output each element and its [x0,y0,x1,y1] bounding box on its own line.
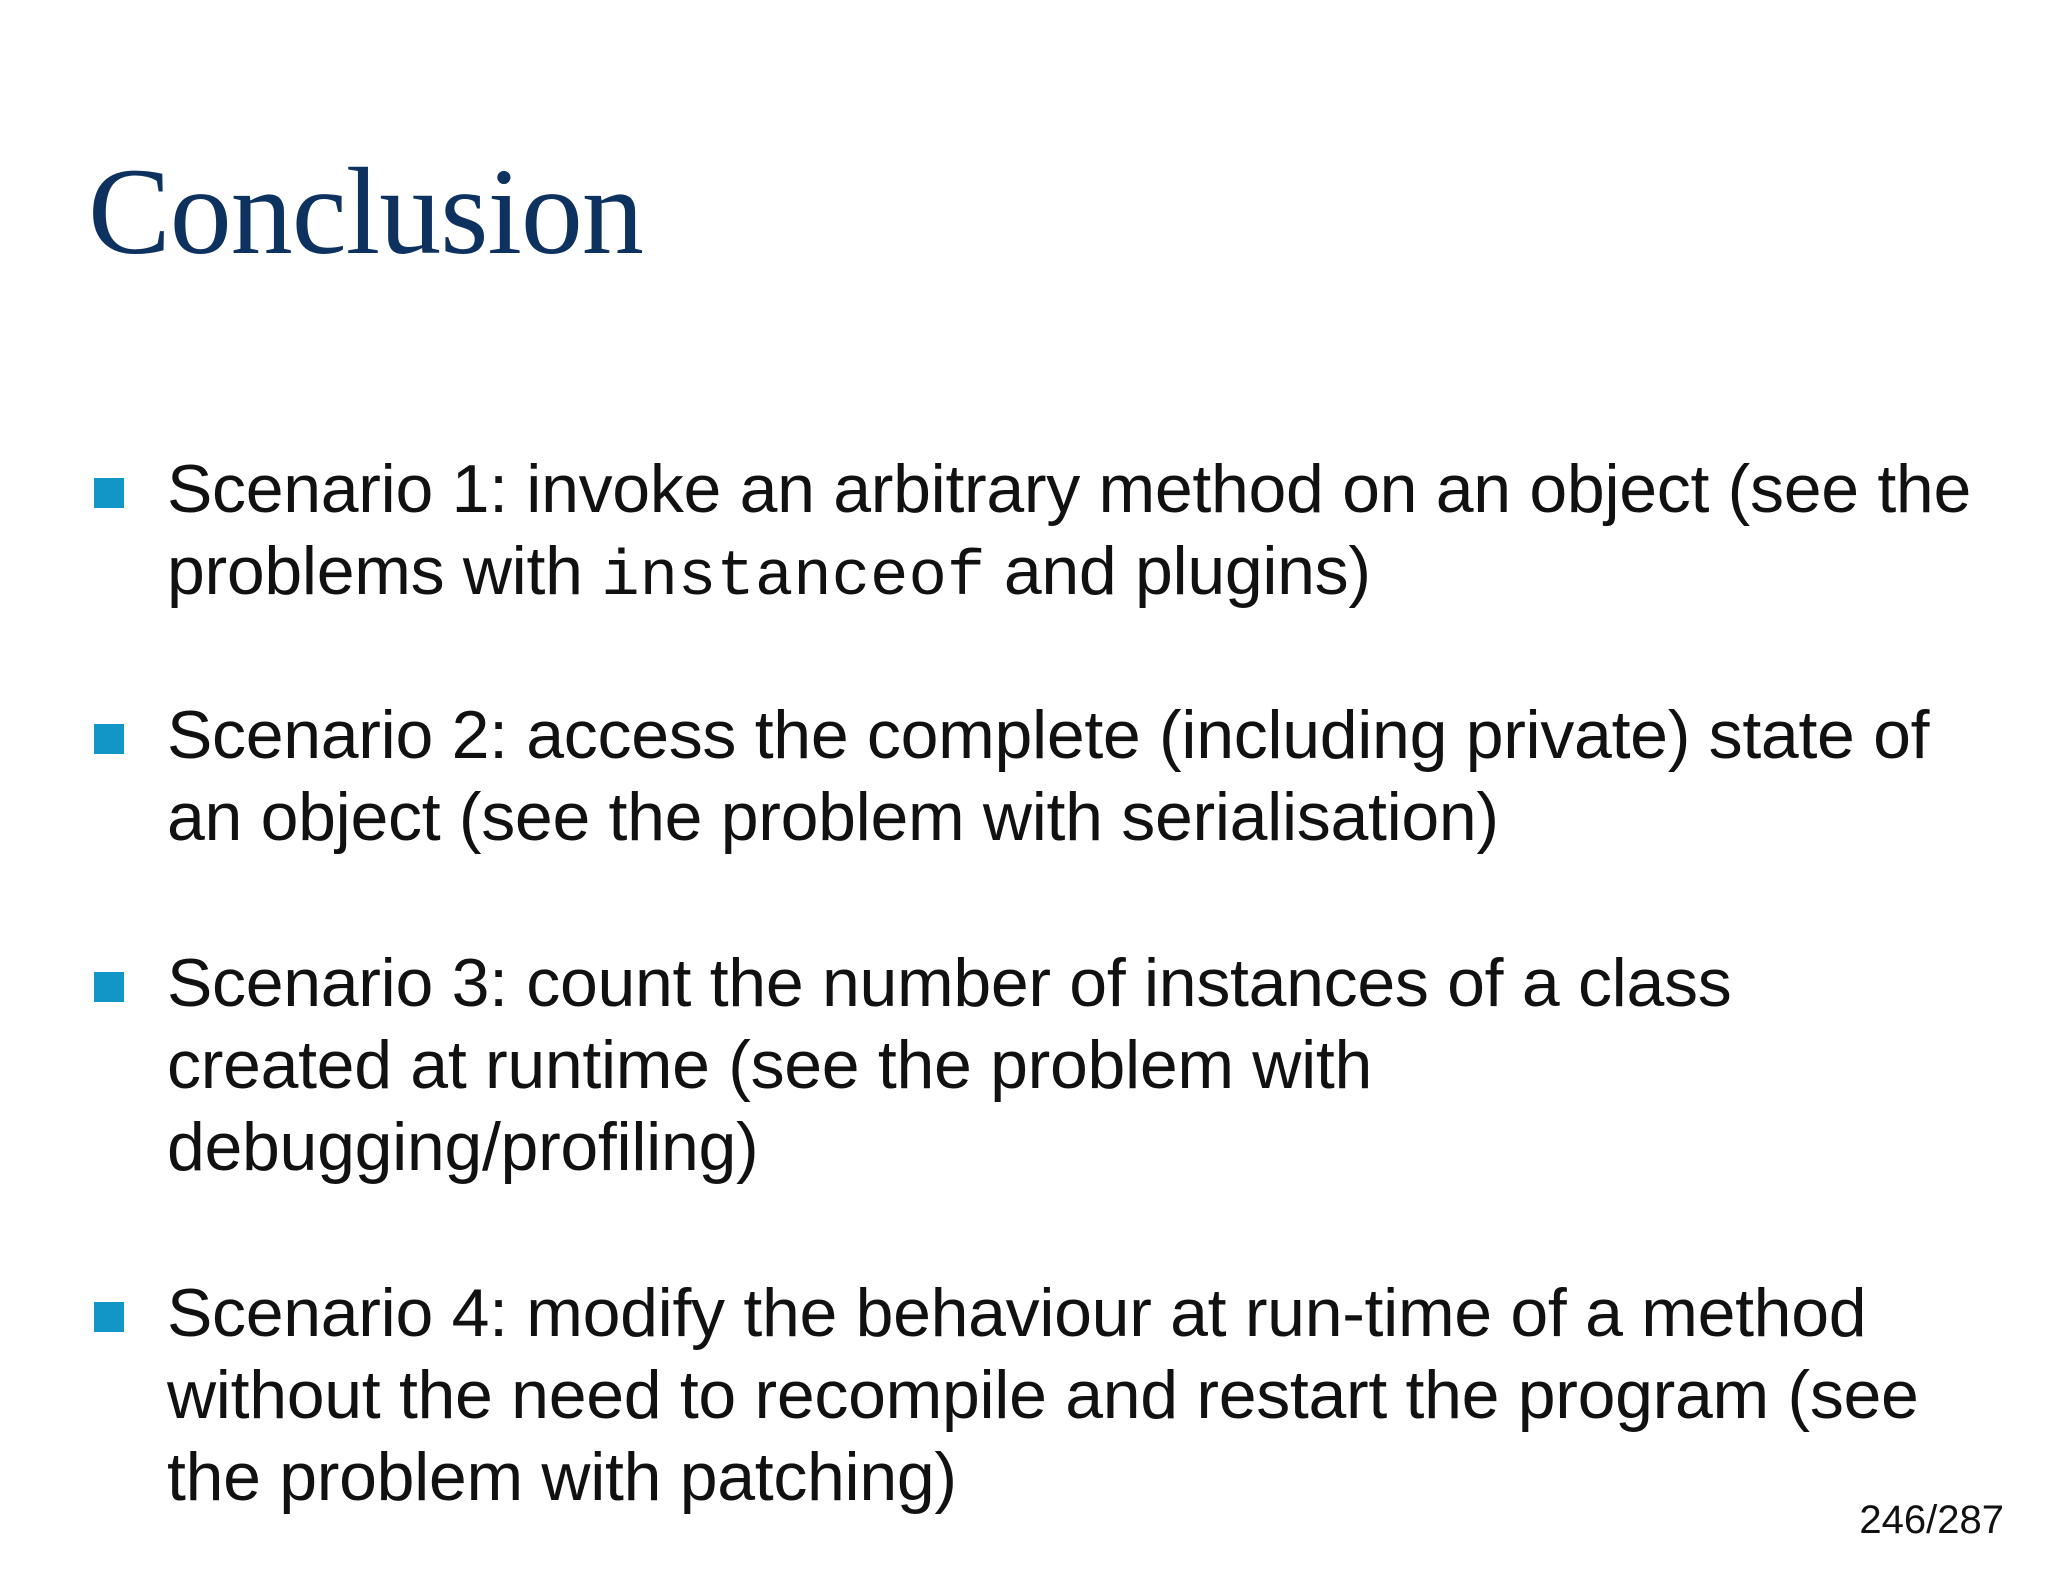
bullet-text-1-before: Scenario 1: invoke an arbitrary method on an object (see the problems with [167,451,1971,609]
square-bullet-icon [94,724,124,754]
square-bullet-icon [94,478,124,508]
bullet-text-1 [167,448,2007,619]
bullet-text-2: Scenario 2: access the complete (including private) state of an object (see the problem with serialisation) [167,697,1930,855]
bullet-text-4: Scenario 4: modify the behaviour at run-time of a method without the need to recompile and restart the program (see the problem with patching) [167,1275,1919,1515]
square-bullet-icon [94,1302,124,1332]
slide-title: Conclusion [88,143,643,280]
bullet-text-1-after: and plugins) [985,533,1371,609]
page-number: 246/287 [1859,1498,2004,1542]
bullet-text-3: Scenario 3: count the number of instances of a class created at runtime (see the problem with debugging/profiling) [167,945,1732,1185]
inline-code: instanceof [601,542,986,614]
square-bullet-icon [94,972,124,1002]
